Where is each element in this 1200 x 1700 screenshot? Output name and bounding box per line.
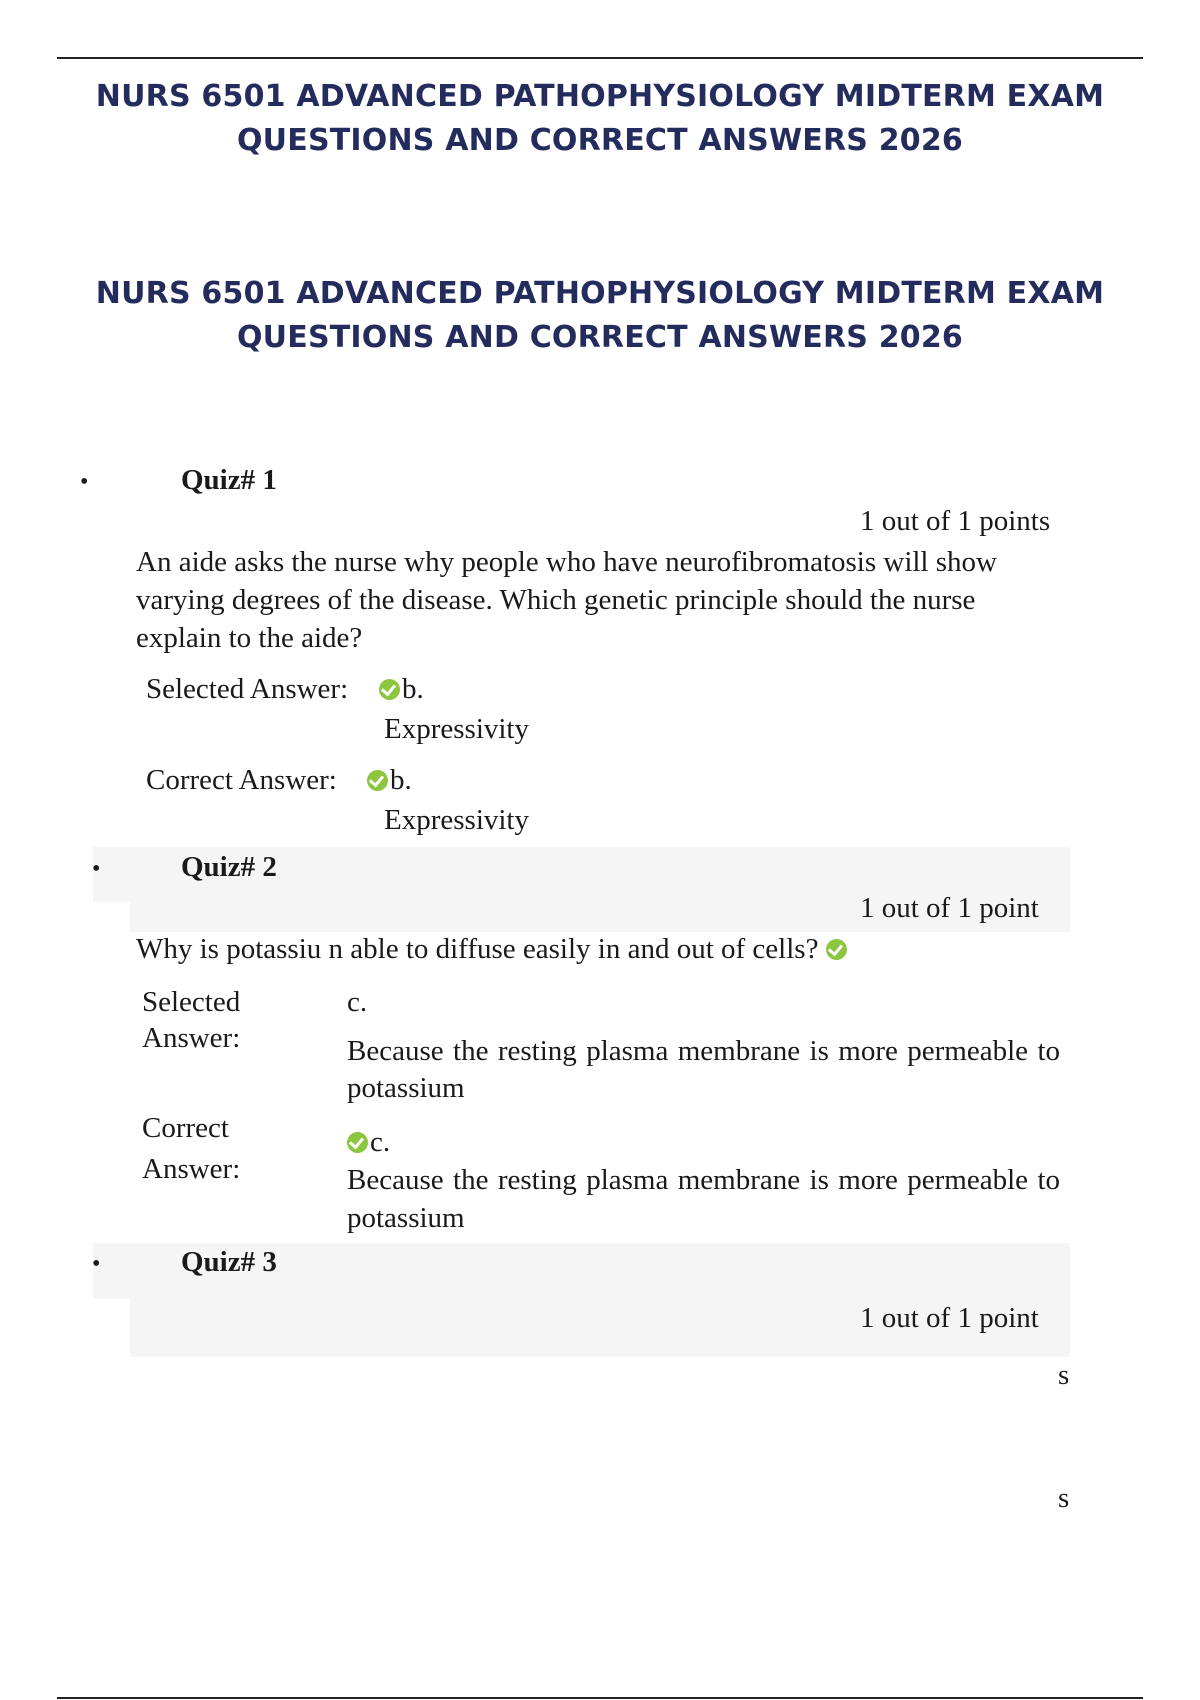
bullet-marker: • xyxy=(92,1251,101,1277)
correct-answer-choice xyxy=(367,761,412,799)
bottom-rule xyxy=(57,1697,1143,1699)
selected-answer-choice xyxy=(379,670,424,708)
correct-answer-label: Correct Answer: xyxy=(146,764,337,796)
correct-check-icon xyxy=(347,1132,368,1153)
selected-answer-text: Expressivity xyxy=(384,713,529,745)
document-title-repeat xyxy=(60,272,1140,360)
correct-answer-label-2: Answer: xyxy=(142,1153,241,1185)
correct-answer-letter: b. xyxy=(390,764,412,796)
correct-answer-text: Because the resting plasma membrane is more permeable to potassium xyxy=(347,1164,1060,1234)
quiz-title: Quiz# 2 xyxy=(181,851,277,883)
selected-answer-letter: c. xyxy=(347,986,368,1018)
quiz-question: An aide asks the nurse why people who have neurofibromatosis will show varying degrees of the disease. Which genetic principle should the nurse explain to the aide? xyxy=(136,546,997,654)
question-text: Why is potassiu n able to diffuse easily in and out of cells? xyxy=(136,933,819,965)
selected-answer-label: Selected Answer: xyxy=(146,673,349,705)
selected-answer-label-2: Answer: xyxy=(142,1022,241,1054)
document-title xyxy=(60,75,1140,163)
bullet-marker: • xyxy=(92,856,101,882)
quiz-score: 1 out of 1 point xyxy=(860,1302,1039,1334)
selected-answer-letter: b. xyxy=(402,673,424,705)
title-line-1: NURS 6501 ADVANCED PATHOPHYSIOLOGY MIDTERM EXAM xyxy=(95,79,1105,114)
correct-answer-text: Expressivity xyxy=(384,804,529,836)
title-repeat-line-1: NURS 6501 ADVANCED PATHOPHYSIOLOGY MIDTERM EXAM xyxy=(95,276,1105,311)
title-repeat-line-2: QUESTIONS AND CORRECT ANSWERS 2026 xyxy=(236,320,964,355)
selected-answer-label-1: Selected xyxy=(142,986,241,1018)
trailing-text-2: s xyxy=(1058,1482,1070,1514)
quiz-title: Quiz# 1 xyxy=(181,464,277,496)
quiz-question xyxy=(136,930,1036,968)
selected-answer-text: Because the resting plasma membrane is more permeable to potassium xyxy=(347,1035,1060,1104)
trailing-text-1: s xyxy=(1058,1359,1070,1391)
correct-check-icon xyxy=(379,679,400,700)
bullet-marker: • xyxy=(80,469,89,495)
correct-check-icon xyxy=(367,770,388,791)
quiz-score: 1 out of 1 point xyxy=(860,892,1039,924)
quiz-title: Quiz# 3 xyxy=(181,1246,277,1278)
correct-answer-choice xyxy=(347,1123,390,1161)
top-rule xyxy=(57,57,1143,59)
quiz-score: 1 out of 1 points xyxy=(860,505,1051,537)
correct-answer-letter: c. xyxy=(370,1126,391,1158)
correct-answer-label-1: Correct xyxy=(142,1112,229,1144)
title-line-2: QUESTIONS AND CORRECT ANSWERS 2026 xyxy=(236,123,964,158)
correct-check-icon xyxy=(826,939,847,960)
